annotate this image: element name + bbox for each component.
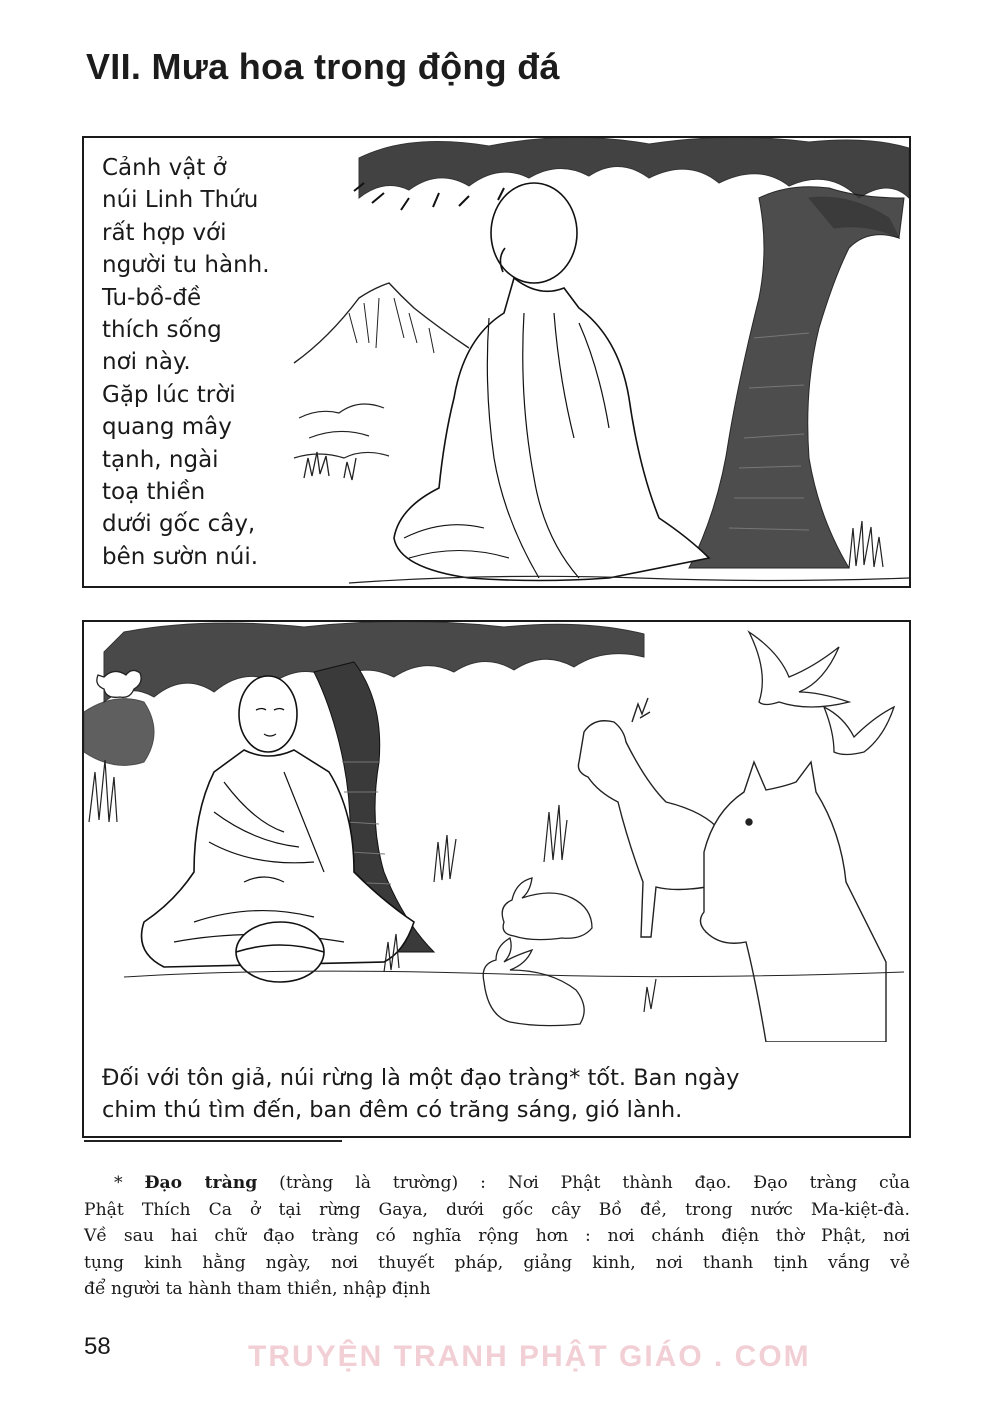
footnote-text: (tràng là trường) : Nơi Phật thành đạo. Đạo tràng của bbox=[257, 1173, 910, 1193]
panel-1-narration bbox=[102, 152, 270, 573]
monk-under-tree-illustration bbox=[289, 138, 909, 586]
caption-line: chim thú tìm đến, ban đêm có trăng sáng, gió lành. bbox=[102, 1097, 683, 1123]
panel-2-caption bbox=[102, 1062, 739, 1126]
watermark: TRUYỆN TRANH PHẬT GIÁO . COM bbox=[248, 1340, 811, 1373]
footnote-term: Đạo tràng bbox=[144, 1173, 258, 1193]
footnote-line: Phật Thích Ca ở tại rừng Gaya, dưới gốc cây Bồ đề, trong nước Ma-kiệt-đà. bbox=[84, 1199, 910, 1220]
narration-line: người tu hành. bbox=[102, 252, 270, 279]
comic-panel-2 bbox=[82, 620, 911, 1138]
narration-line: nơi này. bbox=[102, 349, 191, 376]
footnote-divider bbox=[84, 1140, 342, 1142]
narration-line: Tu-bồ-đề bbox=[102, 284, 202, 311]
footnote-marker: * bbox=[114, 1173, 123, 1193]
narration-line: dưới gốc cây, bbox=[102, 511, 256, 538]
narration-line: Gặp lúc trời bbox=[102, 381, 236, 408]
comic-panel-1 bbox=[82, 136, 911, 588]
narration-line: tạnh, ngài bbox=[102, 446, 219, 473]
monk-with-animals-illustration bbox=[84, 622, 909, 1042]
footnote-line: tụng kinh hằng ngày, nơi thuyết pháp, giảng kinh, nơi thanh tịnh vắng vẻ bbox=[84, 1252, 910, 1273]
narration-line: Cảnh vật ở bbox=[102, 155, 227, 181]
narration-line: rất hợp với bbox=[102, 219, 227, 246]
narration-line: núi Linh Thứu bbox=[102, 187, 259, 214]
footnote-line: để người ta hành tham thiền, nhập định bbox=[84, 1279, 431, 1299]
caption-line: Đối với tôn giả, núi rừng là một đạo tràng* tốt. Ban ngày bbox=[102, 1065, 740, 1091]
narration-line: bên sườn núi. bbox=[102, 543, 259, 570]
footnote bbox=[84, 1170, 910, 1303]
narration-line: toạ thiền bbox=[102, 479, 206, 506]
narration-line: quang mây bbox=[102, 414, 232, 441]
page-number: 58 bbox=[84, 1333, 111, 1360]
narration-line: thích sống bbox=[102, 317, 222, 344]
chapter-title: VII. Mưa hoa trong động đá bbox=[86, 46, 560, 87]
footnote-line: Về sau hai chữ đạo tràng có nghĩa rộng hơn : nơi chánh điện thờ Phật, nơi bbox=[84, 1226, 910, 1246]
footnote-line-1 bbox=[84, 1170, 910, 1197]
